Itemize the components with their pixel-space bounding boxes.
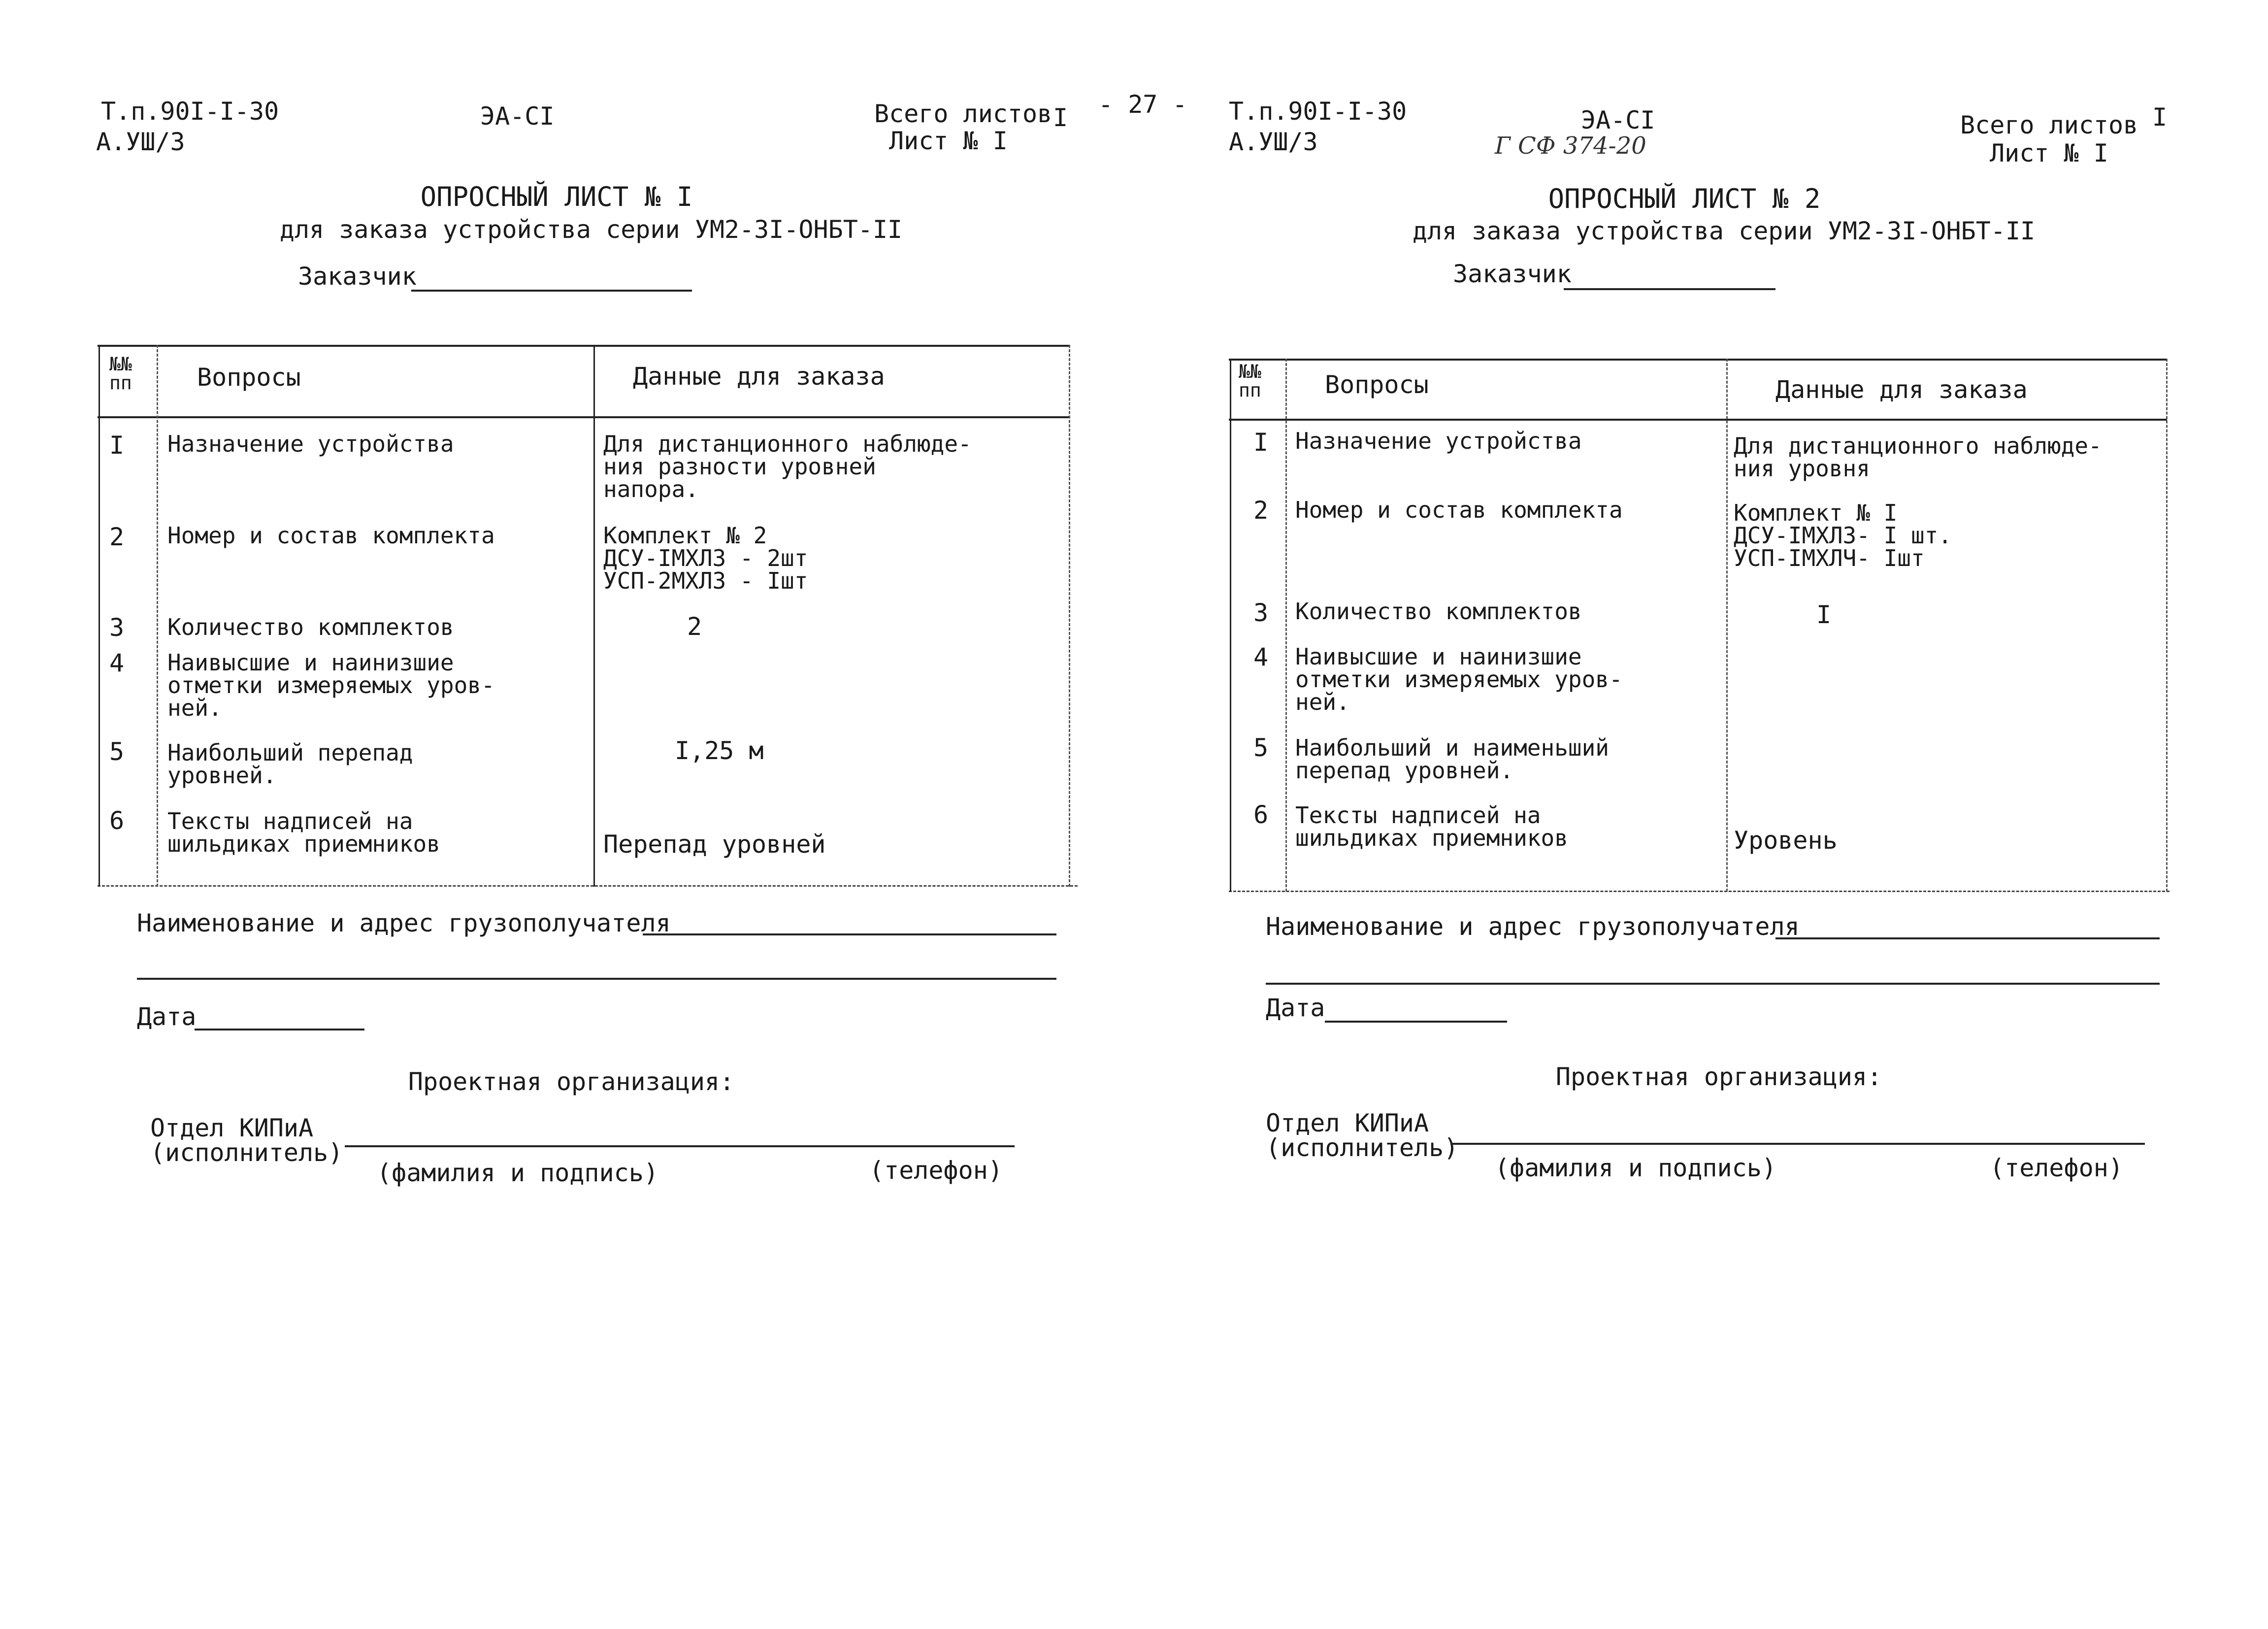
row-question: Наивысшие и наинизшие отметки измеряемых уров- ней. bbox=[167, 649, 495, 721]
sheet-number: Лист № I bbox=[1990, 139, 2108, 167]
date-label: Дата bbox=[1266, 994, 1325, 1022]
row-num: I bbox=[109, 431, 125, 460]
col-header-data: Данные для заказа bbox=[633, 362, 885, 391]
row-answer: I bbox=[1816, 600, 1832, 629]
customer-field-line[interactable] bbox=[411, 290, 692, 292]
sign-label: (фамилия и подпись) bbox=[377, 1159, 658, 1187]
row-answer: Комплект № I ДСУ-IМХЛЗ- I шт. УСП-IМХЛЧ- Iшт bbox=[1734, 499, 1952, 571]
row-num: 4 bbox=[1253, 643, 1269, 671]
album-code: А.УШ/3 bbox=[96, 128, 185, 156]
project-code: Т.п.90I-I-30 bbox=[1229, 97, 1407, 126]
org-label: Проектная организация: bbox=[1555, 1063, 1882, 1091]
row-question: Наибольший перепад уровней. bbox=[167, 739, 413, 789]
row-question: Номер и состав комплекта bbox=[1295, 497, 1623, 523]
org-label: Проектная организация: bbox=[408, 1067, 735, 1096]
handwritten-note: Г СФ 374-20 bbox=[1495, 132, 1646, 160]
sheets-total-value: I bbox=[1053, 103, 1068, 132]
consignee-field-line-2[interactable] bbox=[1266, 983, 2160, 985]
consignee-label: Наименование и адрес грузополучателя bbox=[137, 909, 671, 937]
signature-field-line[interactable] bbox=[1450, 1143, 2145, 1145]
date-field-line[interactable] bbox=[195, 1029, 364, 1031]
row-question: Количество комплектов bbox=[1295, 598, 1582, 625]
col-header-questions: Вопросы bbox=[1325, 370, 1429, 399]
row-question: Количество комплектов bbox=[167, 614, 454, 640]
row-question: Номер и состав комплекта bbox=[167, 522, 495, 549]
row-answer: Для дистанционного наблюде- ния разности уровней напора. bbox=[603, 431, 972, 502]
project-code: Т.п.90I-I-30 bbox=[101, 97, 279, 126]
row-answer: Перепад уровней bbox=[603, 830, 826, 859]
dept-label: Отдел КИПиА (исполнитель) bbox=[1266, 1109, 1459, 1162]
customer-label: Заказчик bbox=[298, 262, 417, 291]
consignee-field-line[interactable] bbox=[1775, 937, 2160, 939]
date-field-line[interactable] bbox=[1325, 1021, 1507, 1023]
row-num: 6 bbox=[109, 806, 125, 835]
phone-label: (телефон) bbox=[1990, 1154, 2123, 1182]
row-question: Наибольший и наименьший перепад уровней. bbox=[1295, 734, 1609, 784]
consignee-field-line[interactable] bbox=[643, 933, 1056, 935]
phone-label: (телефон) bbox=[869, 1156, 1003, 1185]
row-num: 4 bbox=[109, 649, 125, 677]
form-subtitle: для заказа устройства серии УМ2-3I-ОНБТ-II bbox=[1412, 217, 2036, 245]
signature-field-line[interactable] bbox=[345, 1145, 1015, 1147]
row-question: Назначение устройства bbox=[1295, 428, 1582, 454]
sheets-total-label: Всего листов bbox=[1960, 111, 2138, 139]
form-title: ОПРОСНЫЙ ЛИСТ № 2 bbox=[1548, 183, 1821, 214]
row-num: 2 bbox=[109, 523, 125, 551]
row-answer: Для дистанционного наблюде- ния уровня bbox=[1734, 432, 2102, 482]
consignee-label: Наименование и адрес грузополучателя bbox=[1266, 912, 1800, 941]
col-header-questions: Вопросы bbox=[197, 363, 301, 392]
sheets-total-value: I bbox=[2152, 103, 2168, 132]
row-question: Назначение устройства bbox=[167, 431, 454, 457]
consignee-field-line-2[interactable] bbox=[137, 978, 1056, 980]
sign-label: (фамилия и подпись) bbox=[1495, 1154, 1776, 1182]
customer-label: Заказчик bbox=[1453, 260, 1572, 288]
row-num: 2 bbox=[1253, 496, 1269, 525]
row-answer: Уровень bbox=[1734, 826, 1838, 855]
row-answer: I,25 м bbox=[675, 736, 764, 765]
row-question: Тексты надписей на шильдиках приемников bbox=[167, 808, 440, 857]
col-header-num: №№ пп bbox=[1239, 361, 1261, 401]
customer-field-line[interactable] bbox=[1564, 288, 1775, 290]
drawing-code: ЭА-СI bbox=[1581, 106, 1655, 134]
col-header-num: №№ пп bbox=[109, 353, 132, 394]
row-num: 3 bbox=[109, 613, 125, 642]
sheets-total-label: Всего листов bbox=[874, 100, 1052, 128]
col-header-data: Данные для заказа bbox=[1775, 375, 2028, 404]
date-label: Дата bbox=[137, 1002, 197, 1031]
row-num: 6 bbox=[1253, 800, 1269, 829]
row-num: 5 bbox=[1253, 733, 1269, 762]
album-code: А.УШ/3 bbox=[1229, 128, 1318, 156]
row-num: 5 bbox=[109, 737, 125, 766]
row-answer: 2 bbox=[687, 612, 702, 641]
form-subtitle: для заказа устройства серии УМ2-3I-ОНБТ-II bbox=[279, 215, 903, 244]
row-question: Наивысшие и наинизшие отметки измеряемых уров- ней. bbox=[1295, 643, 1623, 715]
dept-label: Отдел КИПиА (исполнитель) bbox=[150, 1114, 343, 1167]
page-number: - 27 - bbox=[1098, 90, 1187, 119]
form-title: ОПРОСНЫЙ ЛИСТ № I bbox=[420, 181, 693, 212]
row-question: Тексты надписей на шильдиках приемников bbox=[1295, 802, 1568, 851]
row-num: I bbox=[1253, 428, 1269, 457]
drawing-code: ЭА-СI bbox=[480, 102, 555, 131]
row-answer: Комплект № 2 ДСУ-IМХЛЗ - 2шт УСП-2МХЛЗ - Iшт bbox=[603, 522, 808, 594]
row-num: 3 bbox=[1253, 598, 1269, 627]
sheet-number: Лист № I bbox=[889, 127, 1008, 155]
